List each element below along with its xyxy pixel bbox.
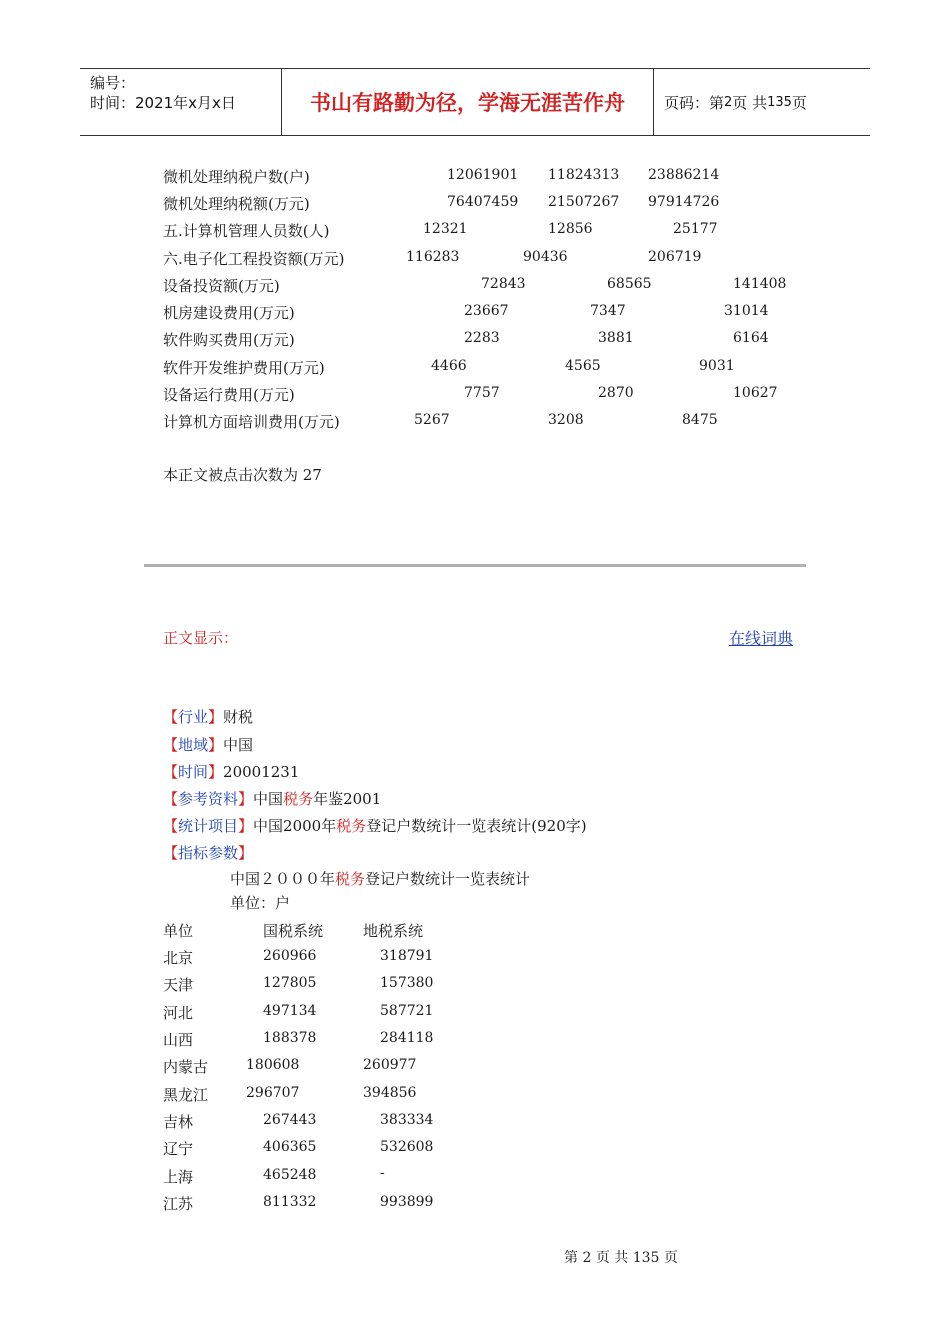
table-cell: 260977 bbox=[363, 1057, 417, 1073]
stats-value: 12321 bbox=[423, 221, 468, 237]
page-total: 135 bbox=[767, 94, 792, 110]
stats-value: 68565 bbox=[607, 276, 652, 292]
stats-label: 机房建设费用(万元) bbox=[163, 304, 295, 322]
stats-value: 10627 bbox=[733, 385, 778, 401]
table-title: 中国２０００年税务登记户数统计一览表统计 bbox=[230, 870, 531, 888]
stats-value: 11824313 bbox=[548, 167, 620, 183]
stats-label: 设备运行费用(万元) bbox=[163, 386, 295, 404]
meta-label: 参考资料 bbox=[178, 790, 239, 808]
stats-value: 23667 bbox=[464, 303, 509, 319]
table-cell: 188378 bbox=[263, 1030, 317, 1046]
meta-label: 时间 bbox=[178, 763, 209, 781]
stats-value: 4466 bbox=[431, 358, 467, 374]
stats-value: 25177 bbox=[673, 221, 718, 237]
page-mid: 页 共 bbox=[732, 93, 768, 112]
unit-text: 单位：户 bbox=[230, 894, 291, 912]
stats-label: 软件购买费用(万元) bbox=[163, 331, 295, 349]
meta-time: 【时间】20001231 bbox=[163, 763, 300, 781]
stats-value: 76407459 bbox=[447, 194, 519, 210]
stats-value: 23886214 bbox=[648, 167, 720, 183]
header-motto-cell bbox=[282, 69, 654, 135]
table-cell: 811332 bbox=[263, 1194, 317, 1210]
stats-value: 8475 bbox=[682, 412, 718, 428]
table-cell: 上海 bbox=[163, 1168, 194, 1186]
table-cell: 587721 bbox=[380, 1003, 434, 1019]
table-cell: 394856 bbox=[363, 1085, 417, 1101]
page-suffix: 页 bbox=[791, 93, 807, 112]
page-number: 2 bbox=[724, 94, 733, 110]
table-cell: 267443 bbox=[263, 1112, 317, 1128]
table-cell: 465248 bbox=[263, 1167, 317, 1183]
stats-label: 计算机方面培训费用(万元) bbox=[163, 413, 340, 431]
stats-value: 3881 bbox=[598, 330, 634, 346]
table-cell: 山西 bbox=[163, 1031, 194, 1049]
table-cell: - bbox=[380, 1165, 385, 1181]
table-cell: 993899 bbox=[380, 1194, 434, 1210]
meta-reference: 【参考资料】中国税务年鉴2001 bbox=[163, 790, 382, 808]
header-info-cell bbox=[80, 69, 282, 135]
meta-label: 指标参数 bbox=[178, 844, 239, 862]
meta-stat-item: 【统计项目】中国2000年税务登记户数统计一览表统计(920字) bbox=[163, 817, 587, 835]
meta-label: 统计项目 bbox=[178, 817, 239, 835]
meta-value: 登记户数统计一览表统计(920字) bbox=[366, 817, 587, 835]
stats-value: 4565 bbox=[565, 358, 601, 374]
online-dictionary-link[interactable]: 在线词典 bbox=[729, 629, 794, 648]
meta-value: 中国 bbox=[223, 736, 254, 754]
table-cell: 黑龙江 bbox=[163, 1086, 209, 1104]
meta-region: 【地域】中国 bbox=[163, 736, 254, 754]
table-cell: 260966 bbox=[263, 948, 317, 964]
highlight-keyword: 税务 bbox=[283, 790, 314, 808]
page-footer: 第 2 页 共 135 页 bbox=[564, 1250, 678, 1266]
stats-value: 7757 bbox=[464, 385, 500, 401]
motto-text: 书山有路勤为径，学海无涯苦作舟 bbox=[310, 91, 625, 115]
stats-value: 31014 bbox=[724, 303, 769, 319]
table-header: 国税系统 bbox=[263, 922, 324, 940]
page-prefix: 页码：第 bbox=[664, 93, 725, 112]
stats-value: 5267 bbox=[414, 412, 450, 428]
stats-value: 116283 bbox=[406, 249, 460, 265]
table-cell: 383334 bbox=[380, 1112, 434, 1128]
meta-industry: 【行业】财税 bbox=[163, 708, 254, 726]
table-cell: 318791 bbox=[380, 948, 434, 964]
stats-value: 9031 bbox=[699, 358, 735, 374]
stats-value: 12856 bbox=[548, 221, 593, 237]
stats-value: 6164 bbox=[733, 330, 769, 346]
highlight-keyword: 税务 bbox=[336, 817, 367, 835]
table-cell: 北京 bbox=[163, 949, 194, 967]
table-cell: 532608 bbox=[380, 1139, 434, 1155]
table-cell: 406365 bbox=[263, 1139, 317, 1155]
meta-value: 年鉴2001 bbox=[313, 790, 382, 808]
table-cell: 辽宁 bbox=[163, 1140, 194, 1158]
table-cell: 284118 bbox=[380, 1030, 434, 1046]
table-cell: 吉林 bbox=[163, 1113, 194, 1131]
stats-label: 五.计算机管理人员数(人) bbox=[163, 222, 330, 240]
meta-value: 中国2000年 bbox=[253, 817, 337, 835]
table-cell: 天津 bbox=[163, 976, 194, 994]
stats-value: 90436 bbox=[523, 249, 568, 265]
stats-value: 97914726 bbox=[648, 194, 720, 210]
stats-label: 微机处理纳税额(万元) bbox=[163, 195, 310, 213]
stats-value: 7347 bbox=[590, 303, 626, 319]
table-cell: 河北 bbox=[163, 1004, 194, 1022]
table-cell: 127805 bbox=[263, 975, 317, 991]
footer-page-number: 2 bbox=[582, 1250, 592, 1266]
page-header bbox=[80, 68, 870, 136]
table-cell: 江苏 bbox=[163, 1195, 194, 1213]
stats-value: 12061901 bbox=[447, 167, 519, 183]
table-header: 单位 bbox=[163, 922, 194, 940]
click-count-text: 本正文被点击次数为 27 bbox=[163, 466, 322, 484]
stats-value: 21507267 bbox=[548, 194, 620, 210]
table-cell: 内蒙古 bbox=[163, 1058, 209, 1076]
stats-label: 设备投资额(万元) bbox=[163, 277, 280, 295]
stats-value: 2283 bbox=[464, 330, 500, 346]
meta-label: 行业 bbox=[178, 708, 209, 726]
stats-value: 3208 bbox=[548, 412, 584, 428]
stats-value: 206719 bbox=[648, 249, 702, 265]
meta-label: 地域 bbox=[178, 736, 209, 754]
stats-label: 微机处理纳税户数(户) bbox=[163, 168, 310, 186]
table-cell: 497134 bbox=[263, 1003, 317, 1019]
stats-value: 2870 bbox=[598, 385, 634, 401]
table-cell: 296707 bbox=[246, 1085, 300, 1101]
date-text: 时间：2021年x月x日 bbox=[90, 94, 236, 112]
stats-label: 软件开发维护费用(万元) bbox=[163, 359, 325, 377]
stats-value: 72843 bbox=[481, 276, 526, 292]
header-page-cell bbox=[654, 69, 870, 135]
meta-value: 20001231 bbox=[223, 763, 300, 781]
section-divider bbox=[144, 564, 806, 567]
meta-value: 中国 bbox=[253, 790, 284, 808]
table-cell: 157380 bbox=[380, 975, 434, 991]
stats-value: 141408 bbox=[733, 276, 787, 292]
code-label: 编号： bbox=[90, 74, 136, 92]
footer-page-total: 135 bbox=[632, 1250, 660, 1266]
meta-params: 【指标参数】 bbox=[163, 844, 254, 862]
content-display-label: 正文显示： bbox=[163, 629, 239, 647]
stats-label: 六.电子化工程投资额(万元) bbox=[163, 250, 345, 268]
highlight-keyword: 税务 bbox=[335, 870, 366, 888]
table-cell: 180608 bbox=[246, 1057, 300, 1073]
meta-value: 财税 bbox=[223, 708, 254, 726]
table-header: 地税系统 bbox=[363, 922, 424, 940]
